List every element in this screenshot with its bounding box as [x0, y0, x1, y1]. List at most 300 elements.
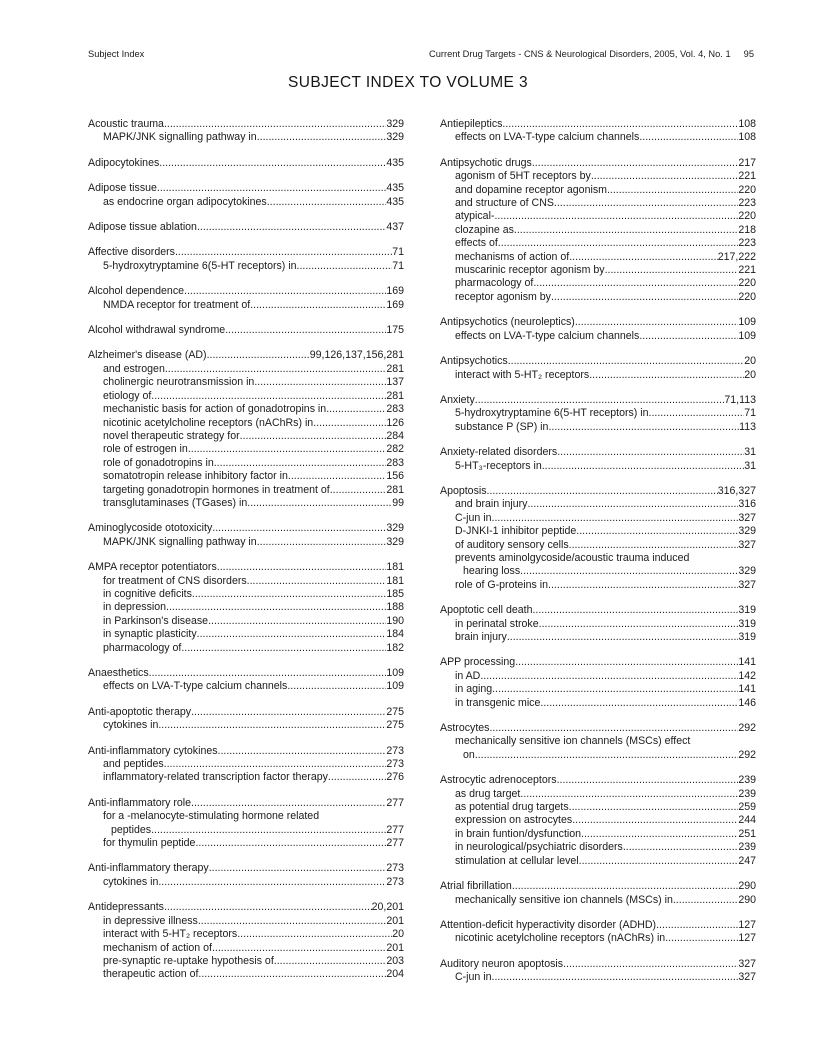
entry-sub-row-text: in Parkinson's disease: [103, 614, 209, 627]
entry-term-row: [440, 656, 756, 669]
entry-term-row: [88, 901, 404, 914]
dot-leader: [507, 631, 738, 644]
entry-sub-row-pages: 185: [386, 587, 404, 600]
entry-sub-row-pages: 273: [386, 758, 404, 771]
entry-term-row-pages: 181: [386, 561, 404, 574]
entry-sub-row: [440, 369, 756, 382]
entry-sub-row-text: MAPK/JNK signalling pathway in: [103, 535, 257, 548]
dot-leader: [639, 131, 738, 144]
entry-sub-row-pages: 259: [738, 801, 756, 814]
dot-leader: [164, 118, 386, 131]
entry-sub-row: [440, 683, 756, 696]
index-entry: [88, 246, 404, 273]
entry-sub-row-text: effects on LVA-T-type calcium channels: [103, 680, 288, 693]
index-entry: [440, 958, 756, 985]
index-entry: [88, 901, 404, 981]
entry-term-row-pages: 329: [386, 118, 404, 130]
entry-term-row-pages: 277: [386, 796, 404, 809]
dot-leader: [165, 363, 386, 376]
entry-sub-row-text: and peptides: [103, 758, 164, 771]
dot-leader: [480, 670, 738, 683]
dot-leader: [494, 210, 738, 223]
entry-sub-row-text: in synaptic plasticity: [103, 628, 197, 641]
entry-sub-row-text: NMDA receptor for treatment of: [103, 298, 251, 311]
entry-sub-row-text: effects of: [455, 237, 498, 250]
index-entry: [440, 316, 756, 343]
entry-term-row: [440, 118, 756, 131]
entry-sub-continuation-row-pages: 329: [738, 565, 756, 578]
entry-sub-continuation-row: [88, 824, 404, 837]
index-entry: [440, 118, 756, 145]
entry-sub-row-text: pharmacology of: [103, 641, 182, 654]
entry-sub-row-pages: 319: [738, 631, 756, 643]
entry-sub-row-text: somatotropin release inhibitory factor in: [103, 470, 288, 483]
entry-sub-row: [88, 928, 404, 941]
entry-sub-row: [440, 330, 756, 343]
entry-sub-row-text: role of estrogen in: [103, 443, 188, 456]
entry-sub-row-text: effects on LVA-T-type calcium channels: [455, 131, 640, 144]
entry-term-row-pages: 319: [738, 604, 756, 617]
entry-sub-row-pages: 327: [738, 511, 756, 524]
dot-leader: [515, 656, 738, 669]
entry-term-row-text: Alcohol withdrawal syndrome: [88, 324, 226, 337]
journal-citation: Current Drug Targets - CNS & Neurological Disorders, 2005, Vol. 4, No. 1: [429, 49, 731, 59]
entry-sub-row-pages: 204: [386, 968, 404, 981]
dot-leader: [665, 932, 738, 945]
dot-leader: [527, 498, 738, 511]
index-entry: [88, 118, 404, 145]
entry-sub-row: [440, 210, 756, 223]
entry-term-row-pages: 108: [738, 118, 756, 130]
entry-sub-row-text: in brain funtion/dysfunction: [455, 827, 582, 840]
dot-leader: [288, 470, 386, 483]
entry-term-row: [440, 722, 756, 735]
entry-sub-row-pages: 284: [386, 429, 404, 442]
dot-leader: [508, 355, 744, 368]
dot-leader: [247, 575, 387, 588]
dot-leader: [191, 797, 386, 810]
entry-term-row-text: Adipocytokines: [88, 156, 160, 169]
entry-sub-row-pages: 275: [386, 719, 404, 732]
index-entry: [88, 561, 404, 655]
dot-leader: [492, 971, 739, 984]
running-header: [88, 49, 754, 59]
dot-leader: [489, 722, 738, 735]
entry-term-row-pages: 109: [738, 316, 756, 329]
entry-sub-row-pages: 327: [738, 538, 756, 551]
entry-sub-row-text: and brain injury: [455, 498, 528, 511]
dot-leader: [575, 316, 738, 329]
entry-sub-row-text: role of gonadotropins in: [103, 456, 214, 469]
dot-leader: [492, 683, 738, 696]
entry-term-row-pages: 437: [386, 221, 404, 234]
entry-sub-continuation-row-pages: 277: [386, 823, 404, 836]
entry-term-row-pages: 169: [386, 285, 404, 298]
entry-sub-row-text: D-JNKI-1 inhibitor peptide: [455, 525, 577, 538]
entry-sub-row: [440, 251, 756, 264]
entry-term-row-pages: 239: [738, 774, 756, 787]
index-entry: [88, 182, 404, 209]
entry-sub-row: [88, 588, 404, 601]
entry-sub-row-pages: 319: [738, 617, 756, 630]
entry-sub-continuation-row: [440, 749, 756, 762]
entry-sub-row: [88, 837, 404, 850]
index-entry: [440, 722, 756, 762]
dot-leader: [149, 667, 387, 680]
entry-sub-row-text: inflammatory-related transcription factor therapy: [103, 771, 328, 784]
entry-sub-row: [88, 457, 404, 470]
entry-sub-row: [88, 536, 404, 549]
index-entry: [88, 522, 404, 549]
entry-sub-row-text: in aging: [455, 683, 493, 696]
entry-sub-row: [440, 618, 756, 631]
entry-sub-row-pages: 201: [386, 941, 404, 954]
entry-sub-row-text: novel therapeutic strategy for: [103, 429, 240, 442]
dot-leader: [247, 497, 392, 510]
entry-sub-row-text: cholinergic neurotransmission in: [103, 376, 255, 389]
entry-sub-row-text: for treatment of CNS disorders: [103, 574, 247, 587]
entry-term-row-pages: 435: [386, 182, 404, 195]
dot-leader: [514, 224, 738, 237]
entry-term-row: [440, 919, 756, 932]
dot-leader: [581, 828, 738, 841]
entry-sub-row: [440, 631, 756, 644]
entry-sub-row-pages: 281: [386, 362, 404, 375]
index-entry: [88, 221, 404, 234]
entry-sub-row: [88, 403, 404, 416]
dot-leader: [212, 522, 386, 535]
entry-sub-row: [88, 417, 404, 430]
entry-term-row: [88, 118, 404, 131]
entry-term-row-text: APP processing: [440, 656, 516, 669]
entry-sub-row-text: and estrogen: [103, 362, 165, 375]
entry-sub-row-pages: 223: [738, 197, 756, 210]
dot-leader: [572, 814, 738, 827]
dot-leader: [164, 758, 387, 771]
dot-leader: [254, 376, 386, 389]
entry-term-row: [88, 561, 404, 574]
index-entry: [88, 797, 404, 851]
entry-term-row: [88, 745, 404, 758]
dot-leader: [579, 855, 739, 868]
dot-leader: [207, 349, 310, 362]
dot-leader: [639, 330, 738, 343]
entry-sub-row: [440, 237, 756, 250]
entry-sub-row-pages: 126: [386, 416, 404, 429]
index-entry: [440, 485, 756, 592]
index-entry: [88, 157, 404, 170]
entry-sub-row-text: muscarinic receptor agonism by: [455, 264, 605, 277]
entry-term-row-pages: 71: [392, 246, 404, 259]
entry-sub-row-pages: 239: [738, 841, 756, 854]
dot-leader: [250, 299, 386, 312]
entry-sub-row: [88, 443, 404, 456]
entry-term-row: [88, 246, 404, 259]
dot-leader: [217, 561, 387, 574]
index-entry: [88, 745, 404, 785]
dot-leader: [569, 801, 739, 814]
entry-sub-row-text: for a -melanocyte-stimulating hormone related: [103, 810, 320, 823]
entry-sub-row-pages: 108: [738, 131, 756, 144]
dot-leader: [475, 749, 739, 762]
entry-sub-row-pages: 282: [386, 443, 404, 456]
entry-sub-row-text: of auditory sensory cells: [455, 538, 569, 551]
entry-sub-row-pages: 203: [386, 954, 404, 967]
dot-leader: [551, 291, 738, 304]
index-entry: [440, 919, 756, 946]
entry-sub-row-pages: 31: [744, 459, 756, 472]
dot-leader: [330, 484, 387, 497]
entry-term-row-text: Antiepileptics: [440, 118, 503, 130]
index-entry: [440, 157, 756, 304]
entry-sub-row-pages: 247: [738, 854, 756, 867]
entry-sub-row: [88, 876, 404, 889]
entry-term-row-text: Alzheimer's disease (AD): [88, 349, 207, 362]
entry-sub-row-pages: 244: [738, 814, 756, 827]
dot-leader: [297, 260, 393, 273]
dot-leader: [257, 131, 387, 144]
entry-term-row-text: Affective disorders: [88, 246, 175, 259]
entry-term-row-pages: 71,113: [724, 393, 756, 406]
entry-term-row: [88, 667, 404, 680]
entry-term-row: [88, 182, 404, 195]
entry-term-row: [88, 706, 404, 719]
entry-sub-row-text: and dopamine receptor agonism: [455, 183, 607, 196]
entry-sub-row-pages: 127: [738, 932, 756, 945]
entry-sub-row-text: C-jun in: [455, 971, 492, 984]
entry-sub-row-pages: 290: [738, 893, 756, 906]
entry-term-row-pages: 20,201: [371, 901, 404, 914]
entry-sub-row-text: agonism of 5HT receptors by: [455, 170, 591, 183]
dot-leader: [218, 745, 387, 758]
dot-leader: [554, 197, 738, 210]
entry-sub-row: [88, 484, 404, 497]
entry-sub-row-pages: 156: [386, 470, 404, 483]
index-entry: [88, 324, 404, 337]
entry-term-row-text: Adipose tissue ablation: [88, 221, 197, 234]
entry-term-row: [88, 324, 404, 337]
entry-sub-row-text: 5-hydroxytryptamine 6(5-HT receptors) in: [103, 259, 297, 272]
entry-term-row-text: Antipsychotics: [440, 355, 508, 368]
entry-sub-row-pages: 71: [744, 407, 756, 420]
dot-leader: [520, 565, 738, 578]
dot-leader: [475, 394, 725, 407]
entry-term-row: [440, 485, 756, 498]
dot-leader: [214, 457, 387, 470]
entry-term-row-text: Attention-deficit hyperactivity disorder (ADHD): [440, 918, 657, 931]
entry-term-row: [440, 446, 756, 459]
index-columns: [88, 118, 756, 985]
entry-sub-row-pages: 217,222: [717, 250, 756, 263]
entry-sub-row-text: atypical-: [455, 210, 495, 223]
entry-sub-row: [440, 277, 756, 290]
dot-leader: [576, 525, 738, 538]
index-entry: [88, 285, 404, 312]
entry-sub-row: [88, 363, 404, 376]
entry-sub-row-text: in depressive illness: [103, 914, 198, 927]
page-title: SUBJECT INDEX TO VOLUME 3: [288, 74, 528, 91]
entry-sub-row: [440, 841, 756, 854]
entry-term-row-pages: 435: [386, 156, 404, 169]
entry-sub-row: [440, 224, 756, 237]
running-header-right: [429, 49, 754, 59]
entry-term-row: [88, 157, 404, 170]
entry-sub-row-pages: 239: [738, 787, 756, 800]
entry-sub-row-pages: 71: [392, 259, 404, 272]
entry-sub-row-pages: 273: [386, 875, 404, 888]
entry-sub-row-pages: 201: [386, 914, 404, 927]
index-entry: [440, 656, 756, 710]
entry-sub-row: [88, 601, 404, 614]
entry-term-row-pages: 290: [738, 880, 756, 893]
entry-sub-row-pages: 20: [744, 368, 756, 381]
entry-sub-row-text: in cognitive deficits: [103, 587, 192, 600]
entry-sub-row: [440, 498, 756, 511]
dot-leader: [563, 958, 738, 971]
dot-leader: [649, 407, 745, 420]
entry-term-row-text: AMPA receptor potentiators: [88, 561, 217, 574]
entry-sub-row-text: interact with 5-HT₂ receptors: [455, 368, 590, 381]
entry-term-row: [440, 958, 756, 971]
entry-sub-continuation-row-pages: 292: [738, 748, 756, 761]
entry-sub-row-pages: 142: [738, 669, 756, 682]
entry-sub-row-pages: 327: [738, 971, 756, 984]
entry-term-row: [440, 157, 756, 170]
dot-leader: [512, 880, 738, 893]
entry-sub-row-pages: 184: [386, 628, 404, 641]
entry-sub-row-pages: 327: [738, 578, 756, 591]
entry-sub-row: [440, 291, 756, 304]
index-entry: [440, 446, 756, 473]
entry-sub-row: [88, 680, 404, 693]
entry-sub-row-pages: 220: [738, 277, 756, 290]
entry-sub-row-pages: 221: [738, 170, 756, 183]
entry-sub-row: [88, 642, 404, 655]
index-column-left: [88, 118, 404, 985]
entry-term-row-text: Anti-inflammatory therapy: [88, 862, 209, 875]
entry-sub-row-text: in depression: [103, 601, 167, 614]
dot-leader: [623, 841, 738, 854]
entry-sub-row: [440, 197, 756, 210]
entry-sub-row-pages: 109: [738, 329, 756, 342]
entry-sub-row: [440, 788, 756, 801]
entry-sub-row-text: 5-hydroxytryptamine 6(5-HT receptors) in: [455, 407, 649, 420]
entry-sub-row-text: cytokines in: [103, 875, 159, 888]
index-entry: [88, 862, 404, 889]
entry-sub-row-pages: 220: [738, 290, 756, 303]
entry-term-row-pages: 175: [386, 324, 404, 337]
entry-term-row-text: Anti-inflammatory cytokines: [88, 744, 218, 757]
entry-sub-row: [88, 260, 404, 273]
dot-leader: [673, 894, 738, 907]
entry-sub-row-pages: 329: [386, 535, 404, 548]
dot-leader: [175, 246, 392, 259]
entry-term-row-text: Apoptotic cell death: [440, 604, 533, 617]
entry-sub-row-text: pharmacology of: [455, 277, 534, 290]
entry-sub-row: [88, 942, 404, 955]
entry-term-row-pages: 327: [738, 957, 756, 970]
dot-leader: [195, 837, 386, 850]
dot-leader: [212, 942, 386, 955]
dot-leader: [313, 417, 386, 430]
entry-sub-row: [440, 670, 756, 683]
dot-leader: [159, 157, 386, 170]
entry-sub-row: [440, 579, 756, 592]
entry-term-row-pages: 273: [386, 862, 404, 875]
index-entry: [440, 604, 756, 644]
entry-sub-row-pages: 182: [386, 641, 404, 654]
entry-term-row-pages: 275: [386, 705, 404, 718]
dot-leader: [198, 915, 387, 928]
entry-term-row-text: Anxiety-related disorders: [440, 446, 558, 459]
dot-leader: [557, 446, 744, 459]
dot-leader: [191, 706, 386, 719]
entry-sub-row-pages: 190: [386, 614, 404, 627]
index-entry: [88, 349, 404, 510]
entry-sub-row-text: pre-synaptic re-uptake hypothesis of: [103, 954, 274, 967]
entry-sub-row: [440, 512, 756, 525]
entry-sub-row-pages: 276: [386, 771, 404, 784]
entry-term-row-text: Anxiety: [440, 393, 475, 406]
entry-sub-row: [440, 264, 756, 277]
entry-sub-row: [88, 575, 404, 588]
index-entry: [440, 880, 756, 907]
entry-sub-row-text: expression on astrocytes: [455, 814, 573, 827]
entry-term-row: [88, 862, 404, 875]
entry-sub-row-text: cytokines in: [103, 719, 159, 732]
entry-term-row-pages: 20: [744, 355, 756, 368]
dot-leader: [498, 237, 739, 250]
entry-sub-row: [88, 771, 404, 784]
dot-leader: [656, 919, 738, 932]
entry-sub-row-pages: 220: [738, 210, 756, 223]
entry-sub-row-text: receptor agonism by: [455, 290, 551, 303]
entry-term-row: [440, 316, 756, 329]
entry-sub-row-text: effects on LVA-T-type calcium channels: [455, 329, 640, 342]
entry-sub-row: [88, 758, 404, 771]
entry-sub-row-text: C-jun in: [455, 511, 492, 524]
dot-leader: [257, 536, 387, 549]
dot-leader: [166, 601, 386, 614]
entry-sub-row-pages: 99: [392, 496, 404, 509]
dot-leader: [209, 862, 387, 875]
entry-sub-row-text: etiology of: [103, 389, 152, 402]
entry-term-row-pages: 127: [738, 918, 756, 931]
entry-sub-row: [88, 628, 404, 641]
entry-sub-continuation-row-text: on: [463, 748, 475, 761]
entry-sub-row: [88, 131, 404, 144]
entry-sub-row-text: and structure of CNS: [455, 197, 554, 210]
entry-sub-row-pages: 223: [738, 237, 756, 250]
entry-sub-row: [88, 376, 404, 389]
entry-sub-row-pages: 137: [386, 376, 404, 389]
entry-sub-continuation-row-text: peptides: [111, 823, 152, 836]
dot-leader: [487, 485, 718, 498]
entry-sub-row-text: mechanically sensitive ion channels (MSCs) in: [455, 893, 673, 906]
dot-leader: [287, 680, 386, 693]
entry-sub-row: [440, 525, 756, 538]
entry-sub-row: [440, 814, 756, 827]
entry-sub-row-pages: 146: [738, 696, 756, 709]
entry-term-row-text: Astrocytes: [440, 722, 490, 735]
dot-leader: [542, 460, 744, 473]
dot-leader: [520, 788, 738, 801]
entry-sub-row: [88, 470, 404, 483]
entry-term-row-text: Astrocytic adrenoceptors: [440, 774, 557, 787]
entry-sub-row: [440, 932, 756, 945]
entry-sub-row-pages: 316: [738, 498, 756, 511]
entry-sub-row-text: in AD: [455, 669, 481, 682]
